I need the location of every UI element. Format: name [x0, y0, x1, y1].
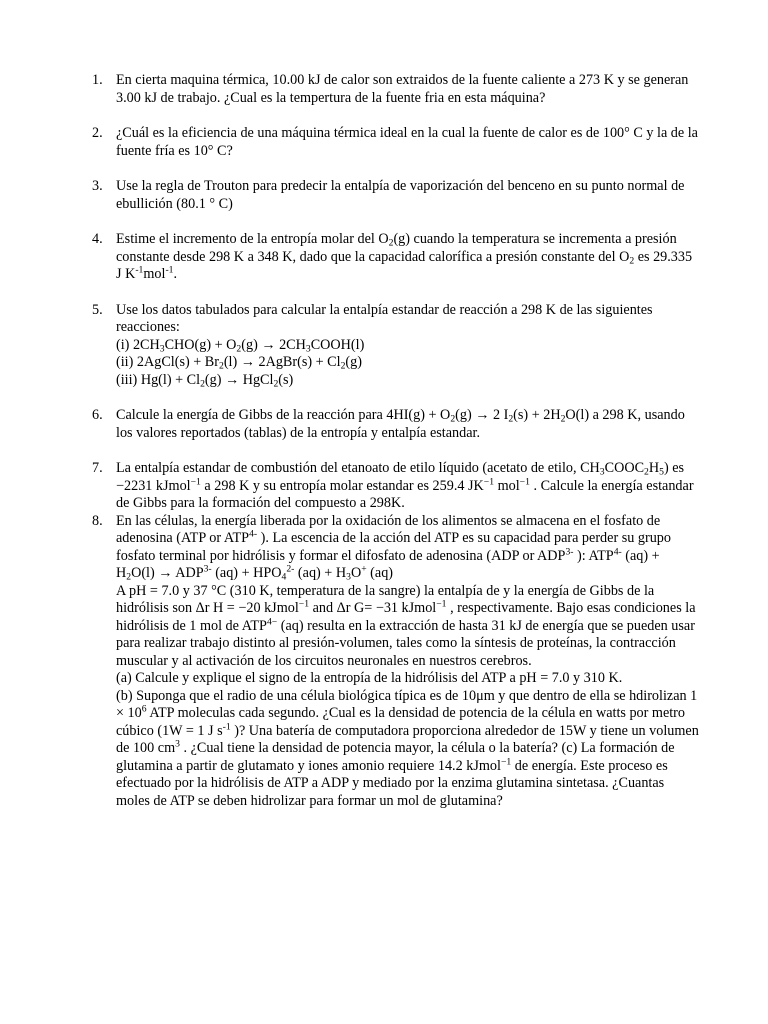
subscript: 2	[236, 342, 242, 354]
text-run: (ii) 2AgCl(s) + Br	[116, 354, 219, 370]
superscript: -1	[165, 264, 174, 276]
question-text	[116, 460, 699, 513]
text-run: (i) 2CH	[116, 336, 160, 353]
question-2	[0, 125, 768, 160]
question-number: 1.	[92, 72, 103, 88]
question-text: ¿Cuál es la eficiencia de una máquina térmica ideal en la cual la fuente de calor es de 100° C y la de la fuente fría es 10° C?	[116, 125, 698, 159]
text-run: A pH = 7.0 y 37 °C (310 K, temperatura de la sangre) la entalpía de y la energía de Gibbs de la hidrólisis son Δr H = −20 kJmol	[116, 582, 655, 616]
question-text: Use la regla de Trouton para predecir la entalpía de vaporización del benceno en su punto normal de ebullición (80.1 ° C)	[116, 178, 685, 212]
subscript: 3	[346, 571, 351, 583]
text-run: (aq) + H	[294, 565, 347, 581]
paragraph-part-a: (a) Calcule y explique el signo de la entropía de la hidrólisis del ATP a pH = 7.0 y 310 K.	[116, 670, 623, 686]
question-text	[116, 302, 699, 390]
text-run: ATP moleculas cada segundo. ¿Cual es la densidad de potencia de la célula en watts por metro cúbico (1W = 1 J s	[116, 705, 686, 739]
text-run: En las células, la energía liberada por la oxidación de los alimentos se almacena en el fosfato de adenosina (ATP or ATP	[116, 512, 661, 546]
subscript: 3	[305, 342, 311, 354]
text-run: .	[173, 266, 178, 282]
question-text	[116, 513, 701, 811]
question-text	[116, 231, 699, 284]
superscript: 3-	[565, 546, 574, 558]
text-run: (l) → 2AgBr(s) + Cl	[223, 354, 341, 370]
text-run: ): ATP	[573, 547, 614, 564]
spacer	[0, 389, 768, 407]
subscript: 5	[659, 466, 664, 478]
superscript: -1	[135, 264, 144, 276]
subscript: 2	[388, 237, 394, 249]
question-number: 3.	[92, 178, 103, 194]
subscript: 2	[200, 377, 205, 389]
superscript: −1	[519, 476, 530, 488]
text-run: (g) cuando la temperatura se incrementa a presión constante desde 298 K a 348 K, dado que la capacidad calorífica a presión constante del O	[116, 231, 677, 265]
subscript: 2	[450, 413, 456, 425]
superscript: −1	[298, 598, 310, 610]
text-run: (s)	[278, 371, 294, 388]
superscript: 3-	[203, 563, 212, 575]
text-run: . Calcule la energía estandar de Gibbs para la formación del compuesto a 298K.	[116, 477, 694, 511]
question-7	[0, 460, 768, 513]
question-text	[116, 407, 699, 442]
subscript: 2	[340, 360, 346, 372]
question-8	[0, 513, 768, 811]
text-run: (aq)	[366, 565, 394, 581]
question-6	[0, 407, 768, 442]
text-run: Estime el incremento de la entropía molar del O	[116, 231, 389, 247]
superscript: 4-	[613, 546, 622, 558]
text-run: and Δr G= −31 kJmol	[309, 600, 437, 616]
subscript: 2	[508, 413, 514, 425]
question-number: 8.	[92, 512, 103, 529]
superscript: 4−	[266, 616, 278, 628]
subscript: 3	[159, 342, 165, 354]
question-number: 2.	[92, 125, 103, 141]
text-run: O(l) → ADP	[131, 565, 204, 581]
text-run: (g) → 2CH	[241, 336, 306, 353]
spacer	[0, 107, 768, 125]
question-1	[0, 72, 768, 107]
superscript: −1	[483, 476, 495, 488]
superscript: −1	[190, 476, 201, 488]
text-run: (iii) Hg(l) + Cl	[116, 371, 201, 388]
subscript: 2	[273, 377, 279, 389]
superscript: -1	[222, 721, 231, 733]
superscript: 4-	[249, 528, 258, 540]
text-run: (g)	[345, 354, 362, 370]
text-run: es 29.335 J K	[116, 248, 693, 282]
superscript: 6	[141, 703, 147, 715]
text-run: (aq) resulta en la extracción de hasta 31 kJ de energía que se pueden usar para realizar trabajo distinto al presión-volumen, tales como la síntesis de proteínas, la contracción muscular y al activación de los circuitos neuronales en nuestros cerebros.	[116, 617, 695, 669]
superscript: +	[361, 563, 367, 575]
text-run: CHO(g) + O	[164, 336, 237, 353]
reaction-1	[116, 337, 699, 355]
text-run: de energía. Este proceso es efectuado por la hidrólisis de ATP a ADP y mediado por la enzima glutamina sintetasa. ¿Cuantas moles de ATP se deben hidrolizar para formar un mol de glutamina?	[116, 757, 668, 809]
text-run: (aq) + HPO	[211, 565, 282, 581]
text-run: (b) Suponga que el radio de una célula biológica típica es de 10μm y que dentro de ella se hdirolizan 1 × 10	[116, 687, 698, 721]
text-run: a 298 K y su entropía molar estandar es 259.4 JK	[200, 477, 484, 494]
paragraph-part-b-c	[116, 688, 701, 811]
text-run: mol	[143, 266, 166, 282]
text-run: O(l) a 298 K, usando los valores reportados (tablas) de la entropía y entalpía estandar.	[116, 407, 685, 441]
subscript: 2	[126, 571, 132, 583]
text-run: (g) → 2 I	[455, 407, 509, 423]
subscript: 2	[629, 254, 635, 266]
subscript: 2	[560, 413, 566, 425]
text-run: (aq) + H	[116, 547, 660, 581]
question-number: 7.	[92, 460, 103, 476]
question-4	[0, 231, 768, 284]
subscript: 4	[281, 571, 287, 583]
question-intro: Use los datos tabulados para calcular la entalpía estandar de reacción a 298 K de las siguientes reacciones:	[116, 301, 653, 335]
paragraph-conditions	[116, 583, 701, 671]
superscript: −1	[500, 756, 512, 768]
text-run: . ¿Cual tiene la densidad de potencia mayor, la célula o la batería? (c) La formación de glutamina a partir de glutamato y iones amonio requiere 14.2 kJmol	[116, 740, 675, 774]
reaction-3	[116, 372, 699, 390]
text-run: (s) + 2H	[513, 407, 561, 423]
text-run: mol	[494, 477, 520, 494]
text-run: COOC	[604, 460, 645, 476]
spacer	[0, 442, 768, 460]
text-run: )? Una batería de computadora proporciona alrededor de 15W y tiene un volumen de 100 cm	[116, 722, 699, 756]
question-3	[0, 178, 768, 213]
question-text: En cierta maquina térmica, 10.00 kJ de calor son extraidos de la fuente caliente a 273 K y se generan 3.00 kJ de trabajo. ¿Cual es la tempertura de la fuente fria en esta máquina?	[116, 72, 689, 106]
spacer	[0, 284, 768, 302]
subscript: 3	[599, 466, 605, 478]
spacer	[0, 213, 768, 231]
question-number: 6.	[92, 407, 103, 423]
text-run: Calcule la energía de Gibbs de la reacción para 4HI(g) + O	[116, 407, 451, 423]
superscript: −1	[436, 598, 447, 610]
text-run: ) es −2231 kJmol	[116, 460, 685, 494]
superscript: 3	[175, 738, 180, 750]
text-run: ). La escencia de la acción del ATP es su capacidad para perder su grupo fosfato terminal por hidrólisis y formar el difosfato de adenosina (ADP or ADP	[116, 530, 671, 564]
subscript: 2	[218, 360, 224, 372]
text-run: H	[648, 460, 660, 476]
paragraph-atp-intro	[116, 513, 701, 583]
question-5	[0, 302, 768, 390]
question-list	[0, 72, 768, 810]
text-run: COOH(l)	[310, 336, 365, 353]
subscript: 2	[644, 466, 649, 478]
superscript: 2-	[286, 563, 295, 575]
question-number: 4.	[92, 231, 103, 247]
text-run: La entalpía estandar de combustión del etanoato de etilo líquido (acetato de etilo, CH	[116, 460, 600, 476]
reaction-2	[116, 354, 699, 372]
text-run: , respectivamente. Bajo esas condiciones la hidrólisis de 1 mol de ATP	[116, 600, 696, 634]
spacer	[0, 160, 768, 178]
text-run: O	[350, 565, 362, 581]
question-number: 5.	[92, 301, 103, 318]
text-run: (g) → HgCl	[204, 371, 274, 388]
